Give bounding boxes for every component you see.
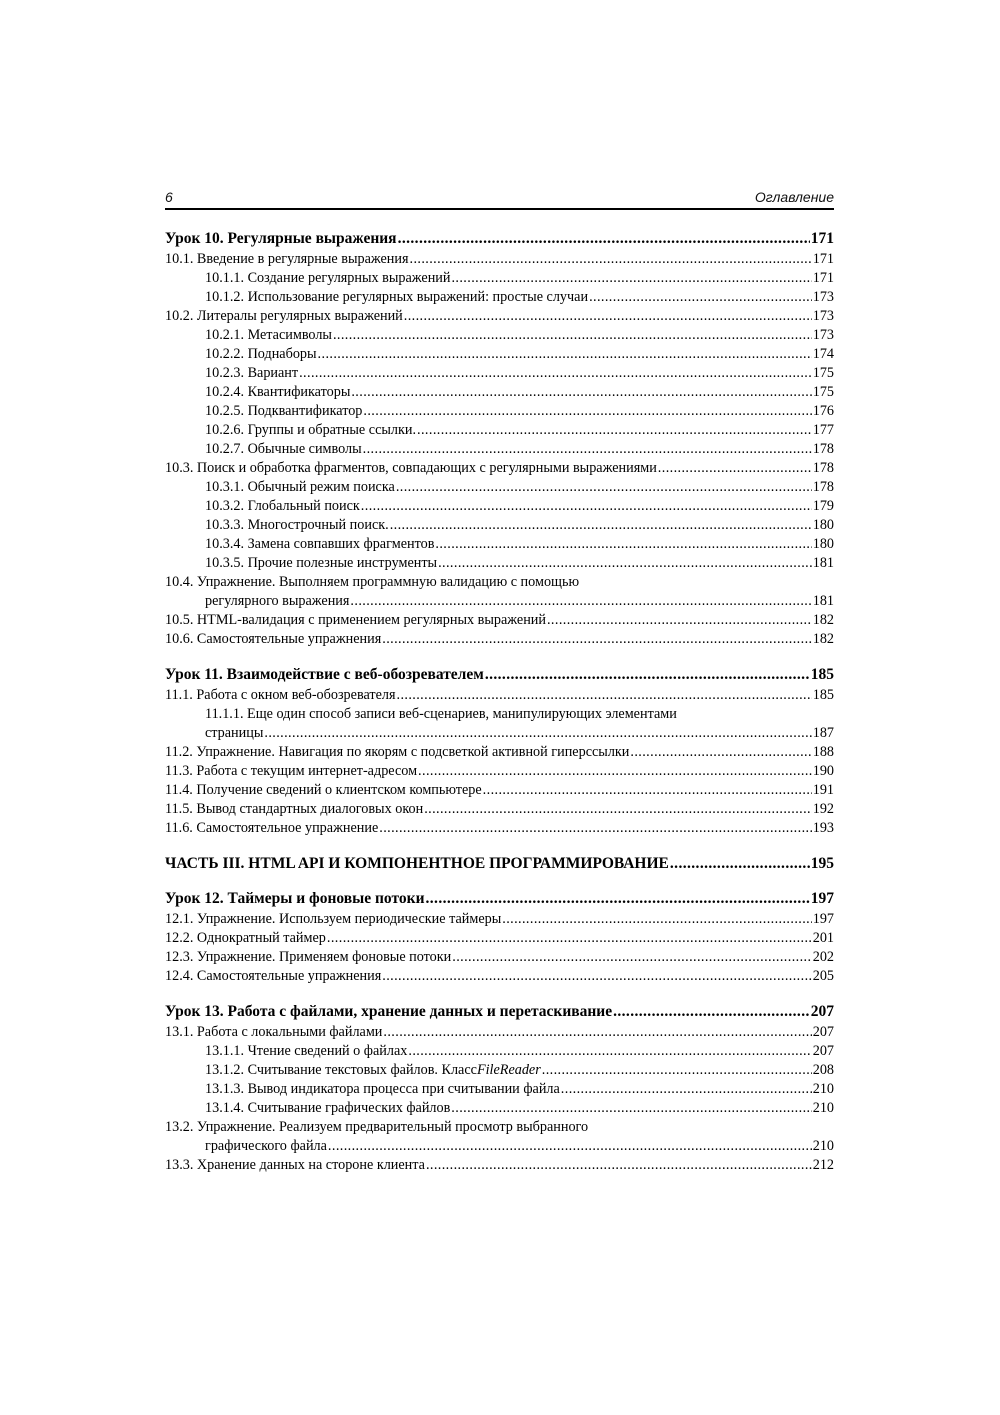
toc-page-number: 208 xyxy=(812,1062,834,1078)
toc-section xyxy=(165,948,834,967)
toc-page-number: 178 xyxy=(812,479,834,495)
dot-leader xyxy=(426,888,810,910)
toc-entry-title: 11.1.1. Еще один способ записи веб-сценариев, манипулирующих элементами xyxy=(205,706,677,722)
dot-leader xyxy=(451,269,811,288)
toc-page-number: 188 xyxy=(812,744,834,760)
toc-section xyxy=(165,459,834,478)
toc-entry-title: 11.6. Самостоятельное упражнение xyxy=(165,820,379,836)
toc-entry-title: 10.2.1. Метасимволы xyxy=(205,327,332,343)
toc-entry-title: 10.3. Поиск и обработка фрагментов, совпадающих с регулярными выражениями xyxy=(165,460,657,476)
toc-entry-title: 10.1. Введение в регулярные выражения xyxy=(165,251,409,267)
toc-page-number: 193 xyxy=(812,820,834,836)
toc-page-number: 173 xyxy=(812,308,834,324)
toc-entry-title: 11.1. Работа с окном веб-обозревателя xyxy=(165,687,396,703)
toc-section xyxy=(165,686,834,705)
dot-leader xyxy=(452,948,811,967)
dot-leader xyxy=(547,611,812,630)
toc-page-number: 185 xyxy=(812,687,834,703)
toc-page-number: 175 xyxy=(812,365,834,381)
toc-subsection xyxy=(165,288,834,307)
dot-leader xyxy=(361,497,812,516)
dot-leader xyxy=(485,664,810,686)
toc-section xyxy=(165,1156,834,1175)
toc-page-number: 205 xyxy=(812,968,834,984)
toc-entry-title: 13.2. Упражнение. Реализуем предварительный просмотр выбранного xyxy=(165,1119,589,1135)
toc-subsection xyxy=(165,705,834,724)
toc-part-heading xyxy=(165,853,834,875)
dot-leader xyxy=(396,478,812,497)
dot-leader xyxy=(318,345,812,364)
dot-leader xyxy=(382,630,811,649)
dot-leader xyxy=(670,853,810,875)
toc-subsection xyxy=(165,421,834,440)
toc-subsection xyxy=(165,383,834,402)
toc-entry-title: 10.4. Упражнение. Выполняем программную валидацию с помощью xyxy=(165,574,580,590)
dot-leader xyxy=(426,1156,812,1175)
dot-leader xyxy=(424,800,812,819)
toc-page-number: 197 xyxy=(812,911,834,927)
dot-leader xyxy=(435,535,811,554)
toc-page-number: 191 xyxy=(812,782,834,798)
toc-entry-title: 10.2.2. Поднаборы xyxy=(205,346,317,362)
toc-entry-title: 12.2. Однократный таймер xyxy=(165,930,326,946)
toc-entry-title: Урок 13. Работа с файлами, хранение данных и перетаскивание xyxy=(165,1003,613,1020)
dot-leader xyxy=(658,459,812,478)
dot-leader xyxy=(382,967,811,986)
dot-leader xyxy=(363,440,812,459)
toc-section xyxy=(165,630,834,649)
toc-section xyxy=(165,910,834,929)
toc-entry-title: 12.3. Упражнение. Применяем фоновые потоки xyxy=(165,949,452,965)
dot-leader xyxy=(613,1001,810,1023)
toc-section xyxy=(165,929,834,948)
toc-page-number: 174 xyxy=(812,346,834,362)
toc-entry-title: 10.2.5. Подквантификатор xyxy=(205,403,363,419)
toc-subsection xyxy=(165,1061,834,1080)
toc-page-number: 171 xyxy=(812,251,834,267)
dot-leader xyxy=(350,592,811,611)
toc-subsection xyxy=(165,1080,834,1099)
page-number: 6 xyxy=(165,189,173,205)
toc-page-number: 175 xyxy=(812,384,834,400)
toc-section xyxy=(165,611,834,630)
toc-entry-title: 13.3. Хранение данных на стороне клиента xyxy=(165,1157,425,1173)
toc-section xyxy=(165,573,834,592)
toc-continuation xyxy=(165,592,834,611)
toc-section xyxy=(165,819,834,838)
toc-page-number: 179 xyxy=(812,498,834,514)
toc-page-number: 180 xyxy=(812,536,834,552)
toc-subsection xyxy=(165,1099,834,1118)
dot-leader xyxy=(328,1137,812,1156)
toc-subsection xyxy=(165,269,834,288)
dot-leader xyxy=(630,743,811,762)
toc-entry-title: 10.3.2. Глобальный поиск xyxy=(205,498,360,514)
toc-entry-title: страницы xyxy=(205,725,264,741)
toc-page-number: 207 xyxy=(812,1024,834,1040)
dot-leader xyxy=(398,228,810,250)
toc-continuation xyxy=(165,1137,834,1156)
toc-entry-title: 11.2. Упражнение. Навигация по якорям с подсветкой активной гиперссылки xyxy=(165,744,630,760)
dot-leader xyxy=(417,421,812,440)
toc-entry-title: 11.5. Вывод стандартных диалоговых окон xyxy=(165,801,424,817)
toc-page-number: 176 xyxy=(812,403,834,419)
toc-entry-title: 12.1. Упражнение. Используем периодические таймеры xyxy=(165,911,502,927)
toc-subsection xyxy=(165,554,834,573)
toc-entry-title: 10.3.4. Замена совпавших фрагментов xyxy=(205,536,435,552)
toc-entry-title: 10.1.2. Использование регулярных выражений: простые случаи xyxy=(205,289,589,305)
toc-entry-title: 10.2.3. Вариант xyxy=(205,365,299,381)
toc-page-number: 173 xyxy=(812,289,834,305)
toc-page-number: 207 xyxy=(810,1003,834,1020)
toc-page-number: 197 xyxy=(810,890,834,907)
toc-subsection xyxy=(165,440,834,459)
dot-leader xyxy=(451,1099,811,1118)
toc-page-number: 181 xyxy=(812,593,834,609)
toc-page-number: 180 xyxy=(812,517,834,533)
toc-page-number: 195 xyxy=(810,855,834,872)
toc-section xyxy=(165,781,834,800)
toc-page-number: 210 xyxy=(812,1081,834,1097)
toc-lesson-heading xyxy=(165,888,834,910)
toc-page-number: 171 xyxy=(810,230,834,247)
toc-entry-title: Урок 11. Взаимодействие с веб-обозревателем xyxy=(165,666,484,683)
toc-entry-title: 13.1.3. Вывод индикатора процесса при считывании файла xyxy=(205,1081,560,1097)
dot-leader xyxy=(418,762,812,781)
toc-entry-title: Урок 10. Регулярные выражения xyxy=(165,230,397,247)
toc-page-number: 192 xyxy=(812,801,834,817)
toc-section xyxy=(165,762,834,781)
dot-leader xyxy=(410,250,812,269)
running-title: Оглавление xyxy=(754,189,834,205)
dot-leader xyxy=(483,781,812,800)
dot-leader xyxy=(363,402,811,421)
toc-page-number: 178 xyxy=(812,460,834,476)
dot-leader xyxy=(390,516,812,535)
toc-page-number: 210 xyxy=(812,1138,834,1154)
toc-section xyxy=(165,1023,834,1042)
dot-leader xyxy=(264,724,811,743)
toc-page-number: 190 xyxy=(812,763,834,779)
toc-page-number: 185 xyxy=(810,666,834,683)
toc-entry-title: Урок 12. Таймеры и фоновые потоки xyxy=(165,890,425,907)
toc-lesson-heading xyxy=(165,1001,834,1023)
toc-page-number: 210 xyxy=(812,1100,834,1116)
toc-subsection xyxy=(165,535,834,554)
toc-page-number: 212 xyxy=(812,1157,834,1173)
dot-leader xyxy=(404,307,812,326)
toc-page-number: 177 xyxy=(812,422,834,438)
toc-subsection xyxy=(165,345,834,364)
dot-leader xyxy=(299,364,812,383)
toc-page-number: 187 xyxy=(812,725,834,741)
toc-section xyxy=(165,800,834,819)
toc-page-number: 207 xyxy=(812,1043,834,1059)
toc-page-number: 182 xyxy=(812,612,834,628)
dot-leader xyxy=(351,383,811,402)
table-of-contents xyxy=(165,228,834,1175)
toc-section xyxy=(165,743,834,762)
toc-entry-title: 12.4. Самостоятельные упражнения xyxy=(165,968,382,984)
dot-leader xyxy=(438,554,812,573)
toc-subsection xyxy=(165,478,834,497)
toc-entry-title: 13.1.2. Считывание текстовых файлов. Класс xyxy=(205,1062,477,1078)
toc-entry-italic: FileReader xyxy=(476,1062,541,1078)
toc-entry-title: 13.1.1. Чтение сведений о файлах xyxy=(205,1043,408,1059)
dot-leader xyxy=(397,686,812,705)
dot-leader xyxy=(379,819,811,838)
toc-subsection xyxy=(165,402,834,421)
toc-section xyxy=(165,307,834,326)
toc-entry-title: 13.1.4. Считывание графических файлов xyxy=(205,1100,451,1116)
toc-entry-title: 10.3.3. Многострочный поиск. xyxy=(205,517,389,533)
toc-subsection xyxy=(165,516,834,535)
toc-entry-title: 10.2.6. Группы и обратные ссылки. xyxy=(205,422,417,438)
toc-entry-title: 10.5. HTML-валидация с применением регулярных выражений xyxy=(165,612,546,628)
toc-page-number: 182 xyxy=(812,631,834,647)
dot-leader xyxy=(502,910,811,929)
toc-entry-title: 10.3.5. Прочие полезные инструменты xyxy=(205,555,438,571)
toc-entry-title: графического файла xyxy=(205,1138,327,1154)
toc-subsection xyxy=(165,497,834,516)
dot-leader xyxy=(333,326,812,345)
toc-lesson-heading xyxy=(165,228,834,250)
toc-page-number: 202 xyxy=(812,949,834,965)
toc-subsection xyxy=(165,1042,834,1061)
toc-entry-title: 10.2.7. Обычные символы xyxy=(205,441,362,457)
toc-entry-title: регулярного выражения xyxy=(205,593,350,609)
dot-leader xyxy=(589,288,812,307)
toc-entry-title: 10.2. Литералы регулярных выражений xyxy=(165,308,403,324)
toc-page-number: 173 xyxy=(812,327,834,343)
toc-lesson-heading xyxy=(165,664,834,686)
toc-page-number: 178 xyxy=(812,441,834,457)
dot-leader xyxy=(542,1061,812,1080)
toc-entry-title: 10.1.1. Создание регулярных выражений xyxy=(205,270,451,286)
page-header xyxy=(165,186,834,210)
toc-entry-title: 10.6. Самостоятельные упражнения xyxy=(165,631,382,647)
toc-entry-title: 13.1. Работа с локальными файлами xyxy=(165,1024,383,1040)
toc-page-number: 171 xyxy=(812,270,834,286)
toc-section xyxy=(165,1118,834,1137)
toc-page-number: 181 xyxy=(812,555,834,571)
toc-subsection xyxy=(165,364,834,383)
toc-page-number: 201 xyxy=(812,930,834,946)
toc-entry-title: 10.3.1. Обычный режим поиска xyxy=(205,479,395,495)
toc-entry-title: 10.2.4. Квантификаторы xyxy=(205,384,351,400)
toc-section xyxy=(165,967,834,986)
toc-entry-title: 11.3. Работа с текущим интернет-адресом xyxy=(165,763,418,779)
dot-leader xyxy=(408,1042,811,1061)
toc-entry-title: ЧАСТЬ III. HTML API И КОМПОНЕНТНОЕ ПРОГРАММИРОВАНИЕ xyxy=(165,855,669,872)
dot-leader xyxy=(561,1080,812,1099)
toc-section xyxy=(165,250,834,269)
toc-continuation xyxy=(165,724,834,743)
dot-leader xyxy=(327,929,812,948)
dot-leader xyxy=(383,1023,811,1042)
toc-entry-title: 11.4. Получение сведений о клиентском компьютере xyxy=(165,782,482,798)
toc-subsection xyxy=(165,326,834,345)
